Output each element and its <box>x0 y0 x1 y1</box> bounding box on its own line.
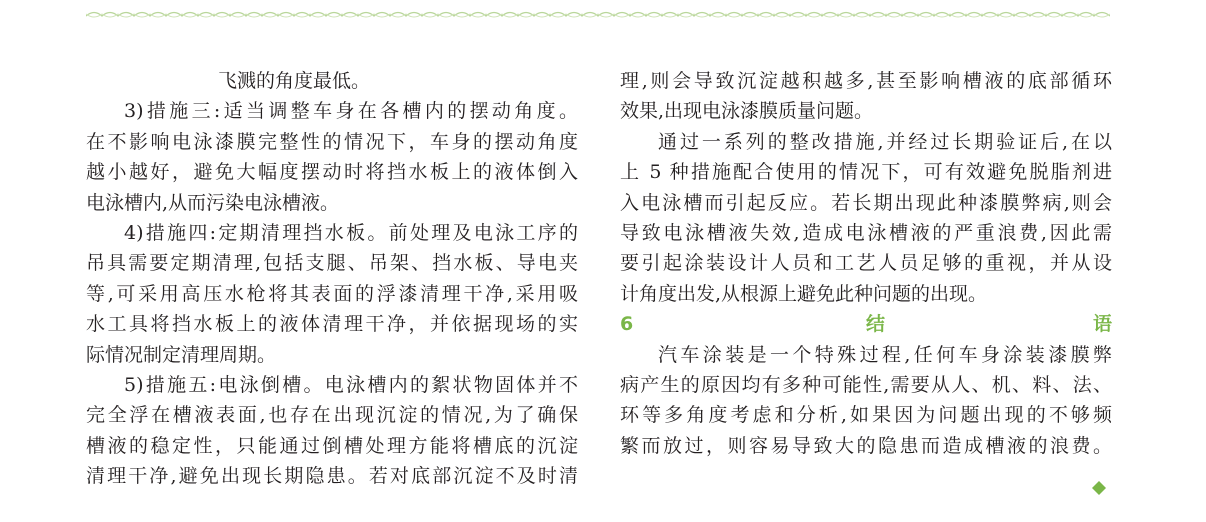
diamond-icon <box>1092 481 1106 495</box>
body-line: 繁而放过，则容易导致大的隐患而造成槽液的浪费。 <box>620 434 1112 457</box>
body-line: 汽车涂装是一个特殊过程,任何车身涂装漆膜弊 <box>658 343 1112 366</box>
body-line: 吊具需要定期清理,包括支腿、吊架、挡水板、导电夹 <box>86 252 578 275</box>
body-line: 要引起涂装设计人员和工艺人员足够的重视，并从设 <box>620 252 1112 275</box>
body-line: 在不影响电泳漆膜完整性的情况下，车身的摆动角度 <box>86 130 578 153</box>
body-line: 3)措施三:适当调整车身在各槽内的摆动角度。 <box>124 100 578 123</box>
body-line: 清理干净,避免出现长期隐患。若对底部沉淀不及时清 <box>86 465 578 488</box>
body-line: 理,则会导致沉淀越积越多,甚至影响槽液的底部循环 <box>620 70 1112 92</box>
body-line: 越小越好，避免大幅度摆动时将挡水板上的液体倒入 <box>86 161 578 184</box>
section-heading <box>620 309 1112 339</box>
section-number: 6 <box>620 313 634 336</box>
body-line: 效果,出现电泳漆膜质量问题。 <box>620 100 874 123</box>
body-line: 导致电泳槽液失效,造成电泳槽液的严重浪费,因此需 <box>620 222 1112 245</box>
body-line: 环等多角度考虑和分析,如果因为问题出现的不够频 <box>620 404 1112 427</box>
body-line: 通过一系列的整改措施,并经过长期验证后,在以 <box>658 130 1112 153</box>
body-line: 飞溅的角度最低。 <box>218 70 371 92</box>
body-line: 计角度出发,从根源上避免此种问题的出现。 <box>620 282 988 305</box>
body-line: 等,可采用高压水枪将其表面的浮漆清理干净,采用吸 <box>86 282 578 305</box>
right-column <box>620 66 1112 461</box>
body-line: 完全浮在槽液表面,也存在出现沉淀的情况,为了确保 <box>86 404 578 427</box>
body-line: 际情况制定清理周期。 <box>86 343 277 366</box>
left-column <box>86 66 578 492</box>
body-line: 电泳槽内,从而污染电泳槽液。 <box>86 191 340 214</box>
body-line: 入电泳槽而引起反应。若长期出现此种漆膜弊病,则会 <box>620 191 1112 214</box>
section-title: 结语 <box>658 313 1112 336</box>
decorative-wave-border <box>86 6 1110 22</box>
body-line: 5)措施五:电泳倒槽。电泳槽内的絮状物固体并不 <box>124 374 578 397</box>
body-line: 水工具将挡水板上的液体清理干净，并依据现场的实 <box>86 313 578 336</box>
body-line: 病产生的原因均有多种可能性,需要从人、机、料、法、 <box>620 374 1112 397</box>
body-line: 4)措施四:定期清理挡水板。前处理及电泳工序的 <box>124 222 578 245</box>
body-line: 槽液的稳定性，只能通过倒槽处理方能将槽底的沉淀 <box>86 434 578 457</box>
body-line: 上 5 种措施配合使用的情况下，可有效避免脱脂剂进 <box>620 161 1112 184</box>
